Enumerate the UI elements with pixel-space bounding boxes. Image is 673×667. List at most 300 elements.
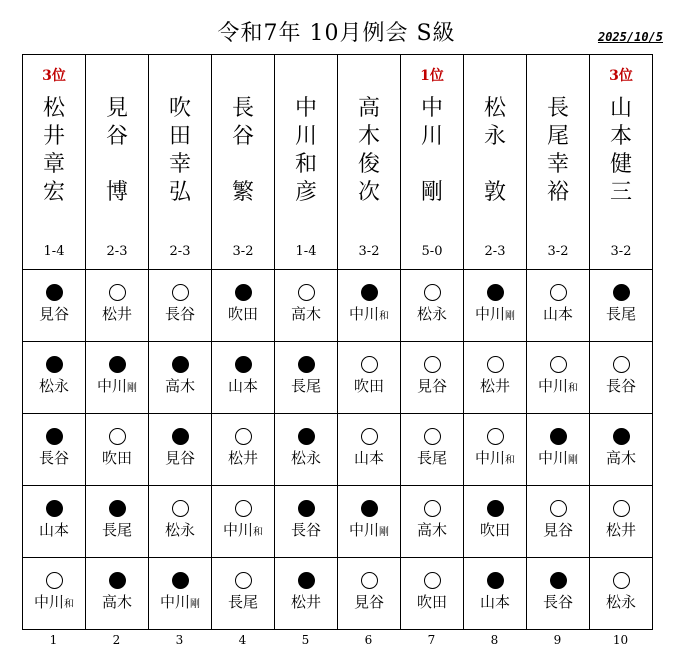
opponent-label: 見谷 [353, 593, 384, 611]
loss-stone-icon [613, 500, 630, 517]
page-title: 令和7年 10月例会 S級 [217, 21, 456, 46]
opponent-name [401, 377, 463, 398]
opponent-label: 長谷 [164, 305, 195, 323]
player-name [527, 95, 589, 207]
opponent-label: 松永 [38, 377, 69, 395]
opponent-label: 松永 [290, 449, 321, 467]
name-char: 谷 [105, 124, 128, 149]
loss-stone-icon [424, 356, 441, 373]
opponent-name [338, 305, 400, 326]
opponent-label: 吹田 [479, 521, 510, 539]
opponent-name [212, 593, 274, 614]
opponent-name [338, 449, 400, 470]
game-cell [23, 270, 86, 342]
opponent-name [212, 449, 274, 470]
game-cell [464, 414, 527, 486]
game-cell [86, 414, 149, 486]
opponent-name [212, 305, 274, 326]
round-row [23, 414, 653, 486]
opponent-name [590, 377, 652, 398]
column-number: 9 [553, 633, 562, 647]
win-stone-icon [361, 284, 378, 301]
name-char: 裕 [546, 180, 569, 205]
win-stone-icon [235, 284, 252, 301]
loss-stone-icon [424, 428, 441, 445]
opponent-label: 松永 [416, 305, 447, 323]
game-cell [527, 486, 590, 558]
opponent-name [338, 593, 400, 614]
player-cell [338, 55, 401, 270]
player-rank: 3位 [609, 68, 633, 84]
win-stone-icon [46, 500, 63, 517]
game-cell [212, 342, 275, 414]
name-char: 幸 [546, 152, 569, 177]
opponent-name [590, 449, 652, 470]
game-cell [23, 414, 86, 486]
win-stone-icon [550, 428, 567, 445]
win-stone-icon [487, 572, 504, 589]
round-row [23, 270, 653, 342]
loss-stone-icon [361, 572, 378, 589]
opponent-name [212, 521, 274, 542]
game-cell [401, 270, 464, 342]
name-char: 宏 [42, 180, 65, 205]
player-score: 2-3 [169, 244, 191, 259]
opponent-name [275, 377, 337, 398]
opponent-name [401, 521, 463, 542]
opponent-label: 長尾 [290, 377, 321, 395]
game-cell [401, 414, 464, 486]
column-number: 2 [112, 633, 121, 647]
game-cell [23, 342, 86, 414]
opponent-name [23, 521, 85, 542]
opponent-label: 中川 [348, 305, 379, 323]
column-number: 1 [49, 633, 58, 647]
win-stone-icon [298, 428, 315, 445]
opponent-suffix: 和 [253, 527, 263, 538]
opponent-label: 見谷 [542, 521, 573, 539]
opponent-name [149, 305, 211, 326]
game-cell [338, 558, 401, 630]
player-name [590, 95, 652, 207]
player-name [401, 95, 463, 207]
game-cell [86, 270, 149, 342]
player-name [23, 95, 85, 207]
player-cell [527, 55, 590, 270]
game-cell [275, 558, 338, 630]
opponent-label: 吹田 [101, 449, 132, 467]
column-number: 6 [364, 633, 373, 647]
win-stone-icon [298, 572, 315, 589]
game-cell [401, 486, 464, 558]
opponent-label: 中川 [159, 593, 190, 611]
opponent-label: 長谷 [542, 593, 573, 611]
opponent-name [464, 521, 526, 542]
name-char: 弘 [168, 180, 191, 205]
column-number: 5 [301, 633, 310, 647]
win-stone-icon [46, 356, 63, 373]
loss-stone-icon [172, 500, 189, 517]
game-cell [590, 558, 653, 630]
player-score: 1-4 [295, 244, 317, 259]
win-stone-icon [109, 356, 126, 373]
loss-stone-icon [424, 284, 441, 301]
opponent-name [86, 593, 148, 614]
loss-stone-icon [550, 356, 567, 373]
opponent-name [23, 305, 85, 326]
opponent-name [149, 593, 211, 614]
opponent-name [527, 377, 589, 398]
opponent-label: 長谷 [290, 521, 321, 539]
loss-stone-icon [361, 356, 378, 373]
game-cell [464, 558, 527, 630]
win-stone-icon [613, 284, 630, 301]
player-cell [464, 55, 527, 270]
opponent-name [527, 593, 589, 614]
opponent-label: 長尾 [227, 593, 258, 611]
opponent-suffix: 剛 [379, 527, 389, 538]
opponent-label: 高木 [416, 521, 447, 539]
name-char: 本 [609, 124, 632, 149]
player-name [338, 95, 400, 207]
name-char: 博 [105, 180, 128, 205]
game-cell [464, 486, 527, 558]
game-cell [590, 342, 653, 414]
opponent-name [212, 377, 274, 398]
loss-stone-icon [613, 572, 630, 589]
name-char: 敦 [483, 180, 506, 205]
win-stone-icon [487, 284, 504, 301]
opponent-name [401, 305, 463, 326]
name-char: 高 [357, 96, 380, 121]
opponent-label: 中川 [222, 521, 253, 539]
name-char: 松 [483, 96, 506, 121]
column-number: 4 [238, 633, 247, 647]
game-cell [590, 270, 653, 342]
opponent-name [275, 449, 337, 470]
opponent-label: 高木 [605, 449, 636, 467]
loss-stone-icon [487, 428, 504, 445]
name-char: 見 [105, 96, 128, 121]
game-cell [86, 486, 149, 558]
player-header-row [23, 55, 653, 270]
player-name [86, 95, 148, 207]
opponent-label: 吹田 [227, 305, 258, 323]
opponent-name [464, 593, 526, 614]
loss-stone-icon [550, 284, 567, 301]
player-cell [149, 55, 212, 270]
player-cell [212, 55, 275, 270]
game-cell [464, 270, 527, 342]
game-cell [338, 270, 401, 342]
opponent-label: 中川 [33, 593, 64, 611]
opponent-label: 松井 [227, 449, 258, 467]
name-char: 谷 [231, 124, 254, 149]
opponent-name [464, 449, 526, 470]
opponent-label: 長尾 [416, 449, 447, 467]
game-cell [149, 270, 212, 342]
name-char: 中 [294, 96, 317, 121]
opponent-label: 山本 [227, 377, 258, 395]
column-number: 10 [612, 633, 629, 647]
game-cell [212, 270, 275, 342]
name-char: 永 [483, 124, 506, 149]
opponent-label: 長尾 [605, 305, 636, 323]
opponent-label: 中川 [348, 521, 379, 539]
loss-stone-icon [613, 356, 630, 373]
loss-stone-icon [361, 428, 378, 445]
opponent-name [401, 449, 463, 470]
player-name [212, 95, 274, 207]
opponent-name [23, 377, 85, 398]
name-char: 松 [42, 96, 65, 121]
win-stone-icon [46, 428, 63, 445]
opponent-name [23, 449, 85, 470]
win-stone-icon [109, 500, 126, 517]
opponent-name [401, 593, 463, 614]
round-row [23, 342, 653, 414]
loss-stone-icon [487, 356, 504, 373]
loss-stone-icon [298, 284, 315, 301]
player-rank: 1位 [420, 68, 444, 84]
opponent-name [275, 593, 337, 614]
opponent-name [86, 521, 148, 542]
player-score: 5-0 [421, 244, 443, 259]
win-stone-icon [550, 572, 567, 589]
game-cell [590, 414, 653, 486]
name-char [212, 151, 274, 179]
win-stone-icon [172, 428, 189, 445]
player-score: 2-3 [106, 244, 128, 259]
game-cell [275, 342, 338, 414]
opponent-label: 中川 [537, 449, 568, 467]
win-stone-icon [172, 356, 189, 373]
player-rank: 3位 [42, 68, 66, 84]
name-char: 章 [42, 152, 65, 177]
opponent-name [338, 521, 400, 542]
win-stone-icon [613, 428, 630, 445]
opponent-name [149, 521, 211, 542]
opponent-label: 高木 [164, 377, 195, 395]
win-stone-icon [172, 572, 189, 589]
opponent-name [149, 377, 211, 398]
loss-stone-icon [235, 500, 252, 517]
opponent-label: 山本 [38, 521, 69, 539]
player-cell [401, 55, 464, 270]
name-char [86, 151, 148, 179]
opponent-suffix: 剛 [568, 455, 578, 466]
opponent-label: 吹田 [353, 377, 384, 395]
opponent-suffix: 剛 [505, 311, 515, 322]
player-cell [590, 55, 653, 270]
game-cell [275, 486, 338, 558]
rounds-body [23, 270, 653, 630]
name-char: 長 [546, 96, 569, 121]
player-score: 3-2 [232, 244, 254, 259]
opponent-suffix: 剛 [127, 383, 137, 394]
player-cell [23, 55, 86, 270]
opponent-name [527, 521, 589, 542]
game-cell [275, 414, 338, 486]
opponent-label: 中川 [474, 449, 505, 467]
opponent-label: 山本 [353, 449, 384, 467]
game-cell [149, 558, 212, 630]
game-cell [86, 558, 149, 630]
game-cell [212, 558, 275, 630]
opponent-label: 松井 [290, 593, 321, 611]
opponent-suffix: 和 [64, 599, 74, 610]
opponent-label: 中川 [96, 377, 127, 395]
opponent-name [338, 377, 400, 398]
opponent-name [590, 521, 652, 542]
opponent-label: 高木 [290, 305, 321, 323]
game-cell [23, 486, 86, 558]
game-cell [527, 342, 590, 414]
opponent-name [86, 377, 148, 398]
game-cell [275, 270, 338, 342]
player-score: 3-2 [610, 244, 632, 259]
name-char: 繁 [231, 180, 254, 205]
opponent-label: 長尾 [101, 521, 132, 539]
opponent-name [590, 305, 652, 326]
opponent-label: 見谷 [164, 449, 195, 467]
opponent-label: 見谷 [38, 305, 69, 323]
player-name [149, 95, 211, 207]
win-stone-icon [361, 500, 378, 517]
player-score: 2-3 [484, 244, 506, 259]
opponent-label: 松永 [164, 521, 195, 539]
opponent-name [23, 593, 85, 614]
loss-stone-icon [235, 572, 252, 589]
opponent-label: 松永 [605, 593, 636, 611]
game-cell [149, 342, 212, 414]
opponent-label: 松井 [479, 377, 510, 395]
game-cell [401, 342, 464, 414]
game-cell [86, 342, 149, 414]
name-char: 健 [609, 152, 632, 177]
name-char: 剛 [420, 180, 443, 205]
name-char [464, 151, 526, 179]
name-char: 彦 [294, 180, 317, 205]
name-char: 井 [42, 124, 65, 149]
player-cell [275, 55, 338, 270]
game-cell [464, 342, 527, 414]
name-char: 中 [420, 96, 443, 121]
opponent-suffix: 和 [505, 455, 515, 466]
opponent-label: 松井 [605, 521, 636, 539]
name-char: 尾 [546, 124, 569, 149]
opponent-label: 山本 [542, 305, 573, 323]
win-stone-icon [235, 356, 252, 373]
event-date: 2025/10/5 [597, 30, 663, 44]
results-table [22, 54, 653, 630]
game-cell [527, 558, 590, 630]
game-cell [590, 486, 653, 558]
opponent-suffix: 和 [379, 311, 389, 322]
round-row [23, 558, 653, 630]
loss-stone-icon [109, 284, 126, 301]
win-stone-icon [487, 500, 504, 517]
opponent-label: 中川 [537, 377, 568, 395]
column-number: 7 [427, 633, 436, 647]
game-cell [338, 486, 401, 558]
opponent-label: 長谷 [605, 377, 636, 395]
name-char: 俊 [357, 152, 380, 177]
loss-stone-icon [172, 284, 189, 301]
win-stone-icon [298, 500, 315, 517]
loss-stone-icon [424, 572, 441, 589]
opponent-name [275, 305, 337, 326]
opponent-suffix: 和 [568, 383, 578, 394]
name-char: 三 [609, 180, 632, 205]
game-cell [338, 342, 401, 414]
player-name [275, 95, 337, 207]
game-cell [527, 270, 590, 342]
opponent-name [590, 593, 652, 614]
opponent-label: 長谷 [38, 449, 69, 467]
win-stone-icon [109, 572, 126, 589]
name-char: 川 [420, 124, 443, 149]
game-cell [23, 558, 86, 630]
opponent-label: 高木 [101, 593, 132, 611]
game-cell [212, 414, 275, 486]
opponent-name [275, 521, 337, 542]
opponent-name [527, 305, 589, 326]
game-cell [338, 414, 401, 486]
name-char: 和 [294, 152, 317, 177]
game-cell [212, 486, 275, 558]
opponent-name [464, 305, 526, 326]
name-char: 川 [294, 124, 317, 149]
opponent-label: 山本 [479, 593, 510, 611]
opponent-label: 吹田 [416, 593, 447, 611]
opponent-label: 松井 [101, 305, 132, 323]
loss-stone-icon [424, 500, 441, 517]
column-number: 8 [490, 633, 499, 647]
opponent-name [86, 305, 148, 326]
player-score: 3-2 [358, 244, 380, 259]
game-cell [149, 414, 212, 486]
name-char: 長 [231, 96, 254, 121]
player-cell [86, 55, 149, 270]
loss-stone-icon [109, 428, 126, 445]
player-score: 3-2 [547, 244, 569, 259]
game-cell [401, 558, 464, 630]
round-row [23, 486, 653, 558]
column-numbers [22, 633, 652, 653]
column-number: 3 [175, 633, 184, 647]
name-char: 山 [609, 96, 632, 121]
player-score: 1-4 [43, 244, 65, 259]
game-cell [149, 486, 212, 558]
loss-stone-icon [46, 572, 63, 589]
name-char [401, 151, 463, 179]
name-char: 木 [357, 124, 380, 149]
name-char: 吹 [168, 96, 191, 121]
opponent-name [527, 449, 589, 470]
name-char: 次 [357, 180, 380, 205]
opponent-label: 中川 [474, 305, 505, 323]
win-stone-icon [46, 284, 63, 301]
win-stone-icon [298, 356, 315, 373]
game-cell [527, 414, 590, 486]
loss-stone-icon [235, 428, 252, 445]
opponent-label: 見谷 [416, 377, 447, 395]
opponent-name [464, 377, 526, 398]
opponent-name [86, 449, 148, 470]
loss-stone-icon [550, 500, 567, 517]
name-char: 田 [168, 124, 191, 149]
